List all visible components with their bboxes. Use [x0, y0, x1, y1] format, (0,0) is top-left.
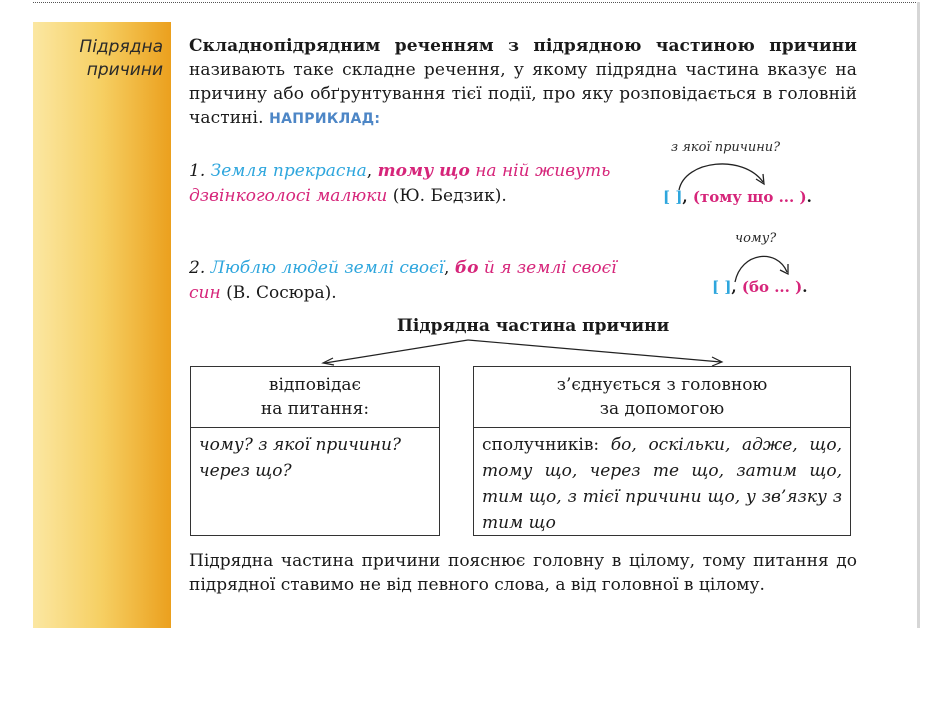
scheme-main-clause: [ ] [712, 278, 732, 296]
question-arrow-icon [673, 152, 793, 192]
definition-paragraph [189, 34, 857, 131]
question-list: чому? з якої причини? через що? [199, 435, 402, 481]
scheme-main-clause: [ ] [663, 188, 683, 206]
scheme-subordinate-clause: (тому що ... ) [692, 188, 807, 206]
scheme-question: чому? [735, 231, 777, 246]
conjunction: тому що [377, 161, 470, 181]
question-box-header [191, 367, 439, 428]
conjunction-box [473, 366, 851, 536]
question-box [190, 366, 440, 536]
definition-text: називають таке складне речення, у якому підрядна частина вказує на причину або обґрунтування тієї події, про яку розповідається в головній частині. [189, 60, 857, 128]
conjunction-list: бо, оскільки, адже, що, тому що, через те що, затим що, тим що, з тієї причини що, у зв’язку з тим що [482, 435, 842, 533]
example-source: (Ю. Бедзик). [387, 186, 507, 206]
main-clause: Земля прекрасна [210, 161, 367, 181]
question-box-header-line2: на питання: [260, 399, 370, 419]
scheme-end: . [806, 188, 812, 206]
conjunction-box-header [474, 367, 850, 428]
example-number: 2. [189, 258, 206, 278]
example-1 [189, 159, 651, 209]
example-number: 1. [189, 161, 206, 181]
definition-term: Складнопідрядним реченням з підрядною частиною причини [189, 36, 857, 56]
conjunction: бо [454, 258, 479, 278]
conjunction-box-body [474, 428, 850, 540]
scheme-end: . [802, 278, 808, 296]
example-source: (В. Сосюра). [220, 283, 337, 303]
comma: , [366, 161, 378, 181]
page-content [33, 2, 920, 628]
question-box-body [191, 428, 439, 488]
scheme-subordinate-clause: (бо ... ) [741, 278, 803, 296]
conjunction-box-header-line1: з’єднується з головною [556, 375, 768, 395]
subordinate-clause: й я землі своєї син [189, 258, 617, 303]
subordinate-clause: на ній живуть дзвінкоголосі малюки [189, 161, 611, 206]
main-clause: Люблю людей землі своєї [210, 258, 445, 278]
diagram-title: Підрядна частина причини [396, 316, 670, 336]
sidebar-heading-line2: причини [86, 60, 163, 80]
example-2 [189, 256, 641, 306]
sidebar-heading-line1: Підрядна [79, 37, 163, 57]
textbook-page [33, 2, 920, 628]
conjunction-lead: сполучників: [482, 435, 611, 455]
question-box-header-line1: відповідає [268, 375, 362, 395]
comma: , [444, 258, 455, 278]
sentence-scheme: [ ], (тому що ... ). [663, 188, 812, 206]
scheme-question: з якої причини? [671, 140, 781, 155]
sentence-scheme: [ ], (бо ... ). [712, 278, 808, 296]
conjunction-box-header-line2: за допомогою [599, 399, 725, 419]
example-label: НАПРИКЛАД: [269, 111, 381, 127]
closing-note: Підрядна частина причини пояснює головну в цілому, тому питання до підрядної ставимо не від певного слова, а від головної в цілому. [189, 551, 857, 595]
